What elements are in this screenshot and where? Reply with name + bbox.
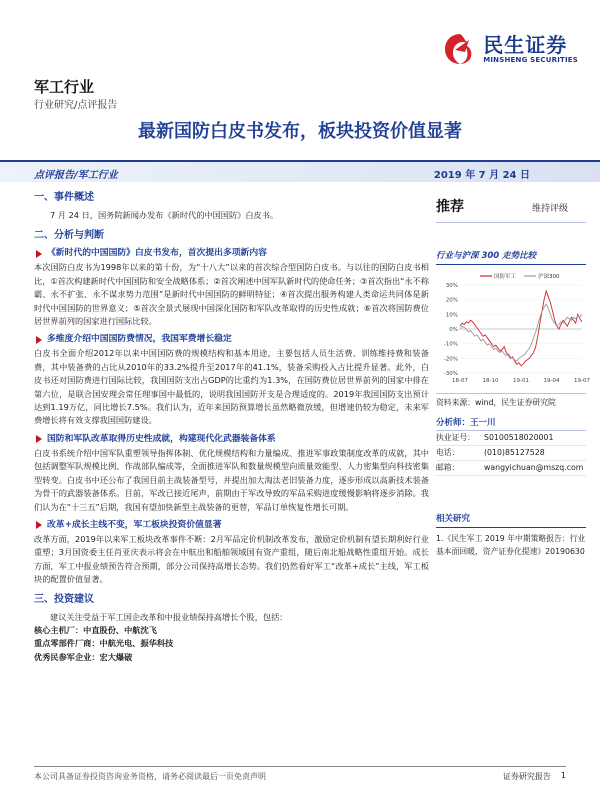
subsection-title: 多维度介绍中国国防费情况，我国军费增长稳定 [47,334,232,345]
bullet-triangle-icon [36,336,42,344]
footer-right [503,771,566,782]
x-tick-label: 19-04 [543,378,560,384]
report-title: 最新国防白皮书发布，板块投资价值显著 [138,121,462,142]
main-column [34,190,429,664]
info-key: 邮箱： [436,463,460,472]
x-tick-label: 18-10 [482,378,499,384]
analyst-info-row [436,461,586,476]
trend-chart [436,269,590,389]
logo-mark-icon [443,32,477,66]
info-value: (010)85127528 [484,448,545,457]
bullet-triangle-icon [36,521,42,529]
subsection-title: 改革+成长主线不变，军工板块投资价值显著 [47,519,222,530]
y-tick-label: 0% [449,327,458,333]
legend-label: 沪深300 [538,274,560,280]
subsection-paragraph: 改革方面，2019年以来军工板块改革事件不断：2月军品定价机制改革发布，激励定价机制有望长期利好行业重塑；3月国资委主任肖亚庆表示将会在中航出和船舶领域国有资产重组，随后南北船战略性重组开始。成长方面，军工中报业绩预告符合预期，部分公司保持高增长态势。我们仍然看好军工“改革+成长”主线，军工板块的配置价值显著。 [34,533,429,585]
analyst-info-row [436,446,586,461]
y-tick-label: -20% [443,356,458,363]
bullet-triangle-icon [36,435,42,443]
stock-pick: 核心主机厂：中直股份、中航沈飞 [34,624,157,635]
section-paragraph: 建议关注受益于军工国企改革和中报业绩保持高增长个股，包括： [50,611,288,622]
band-report-date: 2019 年 7 月 24 日 [433,170,530,181]
subsection-title: 《新时代的中国国防》白皮书发布，首次提出多项新内容 [47,248,267,259]
subsection-heading [36,332,429,347]
rating: 推荐 [436,199,464,215]
subsection-heading [36,432,429,447]
analyst-email[interactable]: wangyichuan@mszq.com [484,463,584,472]
sidebar [436,196,590,558]
related-research-heading: 相关研究 [436,512,586,528]
subsection-paragraph: 白皮书全面介绍2012年以来中国国防费的规模结构和基本用途，主要包括人员生活费、训练维持费和装备费，其中装备费的占比从2010年的33.2%提升至2017年的41.1%，装备采购投入占比提升显著。此外，白皮书还对国防费进行国际比较，我国国防支出占GDP的比重约为1.3%，在国防费位居世界前列的国家中排在第六位，是联合国安理会常任理事国中最低的，说明我国国防开支是合理适度的。2019年我国国防支出预计达到1.19万亿，同比增长7.5%。我们认为，近年来国防预算增长虽然略微放缓，但增速仍较为稳定，未来军费增长将有效支撑我国国防建设。 [34,348,429,426]
x-tick-label: 18-07 [452,378,468,384]
info-key: 电话： [436,448,460,457]
report-category: 行业研究/点评报告 [34,100,118,111]
subsection-heading [36,246,429,261]
analyst-info-row [436,431,586,446]
sector-label: 军工行业 [34,78,95,96]
rating-note: 维持评级 [531,204,568,214]
y-tick-label: -10% [443,341,458,348]
x-tick-label: 19-07 [574,378,590,384]
logo [443,32,578,66]
stock-pick: 重点零部件厂商：中航光电、振华科技 [34,638,174,649]
footer [34,766,566,782]
subsection-heading [36,518,429,533]
rating-row [436,196,586,223]
chart-source: 资料来源：wind，民生证券研究院 [436,393,586,408]
analyst-heading: 分析师：王一川 [436,416,586,431]
section-heading: 三、投资建议 [34,593,94,605]
related-research-item[interactable]: 1.《民生军工 2019 年中期策略报告：行业基本面回暖，资产证券化提速》20190630 [436,534,586,556]
info-value: S0100518020001 [484,433,554,442]
logo-english-name: MINSHENG SECURITIES [483,56,578,64]
band-report-type: 点评报告/军工行业 [34,170,118,181]
footer-report-name: 证券研究报告 [502,772,551,781]
y-tick-label: 30% [445,283,458,289]
trend-chart-svg [436,269,590,389]
subsection-paragraph: 本次国防白皮书为1998年以来的第十份，为“十八大”以来的首次综合型国防白皮书。与以往的国防白皮书相比，①首次构建新时代中国国防和安全战略体系；②首次阐述中国军队新时代的使命任务；③首次指出“永不称霸、永不扩张、永不谋求势力范围”是新时代中国国防的鲜明特征；④首次提出服务构建人类命运共同体是新时代中国国防的世界意义；⑤首次全景式展现中国深化国防和军队改革取得的历史性成就；⑥首次将国防费位居世界前列的国家进行国际比较。 [34,262,429,327]
series-line [460,304,582,361]
report-band [0,160,600,182]
subsection-paragraph: 白皮书系统介绍中国军队重塑领导指挥体制、优化规模结构和力量编成、推进军事政策制度改革的成就，其中包括调整军队规模比例、作战部队编成等，全面推进军队和数量规模型向质量效能型、人力密集型向科技密集型转变。白皮书中还公布了我国目前主战装备型号，并提出加大淘汰老旧装备力度，逐步形成以高新技术装备为骨干的武器装备体系。目前，军改已接近尾声，前期由于军改导致的军品采购进度缓慢影响将逐步消除。我们认为在“十三五”后期，我国有望加快新型主战装备的更替，军品订单恢复性增长可期。 [34,447,429,512]
section-heading: 二、分析与判断 [34,230,104,242]
section-paragraph: 7 月 24 日，国务院新闻办发布《新时代的中国国防》白皮书。 [50,210,279,220]
stock-pick: 优秀民参军企业：宏大爆破 [34,651,133,662]
subsection-title: 国防和军队改革取得历史性成就，构建现代化武器装备体系 [47,433,276,444]
footer-disclaimer: 本公司具备证券投资咨询业务资格，请务必阅读最后一页免责声明 [34,772,266,781]
logo-name: 民生证券 [483,33,568,57]
page-number: 1 [560,771,566,780]
y-tick-label: 10% [445,312,458,319]
y-tick-label: 20% [445,297,458,304]
series-line [460,291,582,366]
legend-label: 国防军工 [494,274,517,280]
y-tick-label: -30% [443,371,458,377]
chart-title: 行业与沪深 300 走势比较 [436,249,586,265]
info-key: 执业证号： [436,433,475,442]
x-tick-label: 19-01 [513,378,529,384]
bullet-triangle-icon [36,250,42,258]
section-heading: 一、事件概述 [34,192,94,203]
